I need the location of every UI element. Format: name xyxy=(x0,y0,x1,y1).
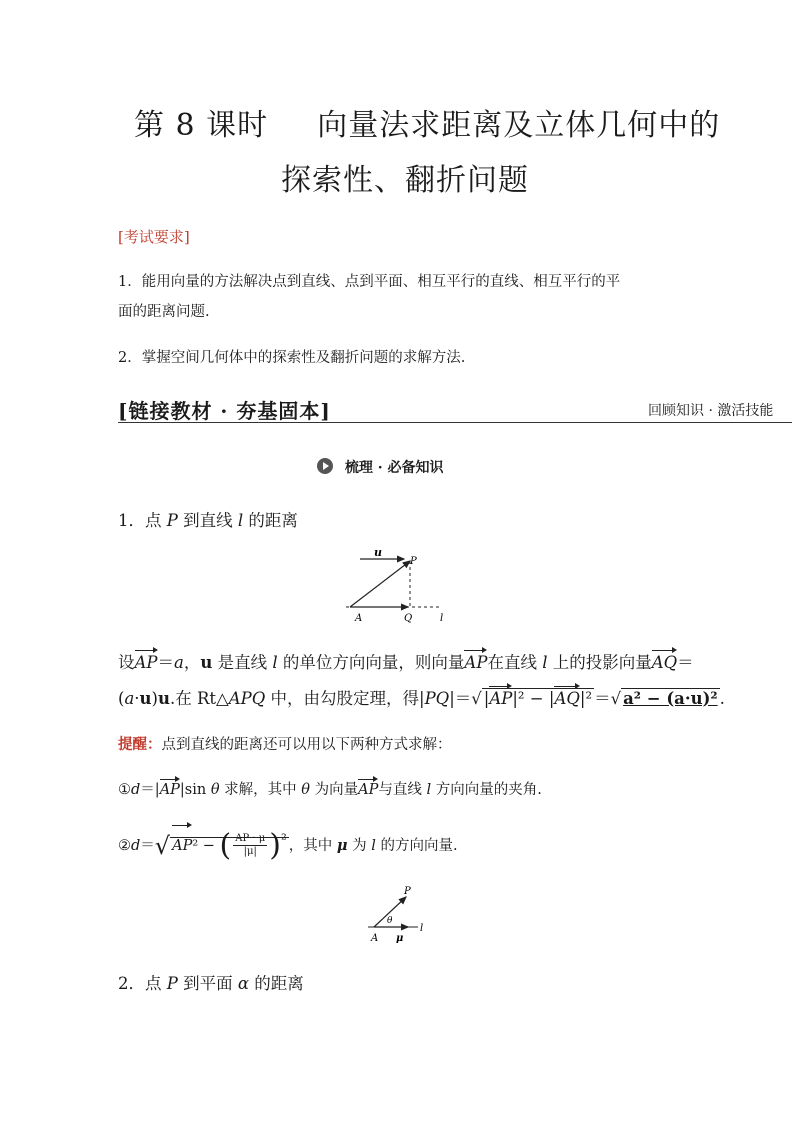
requirement-1-line1: 1．能用向量的方法解决点到直线、点到平面、相互平行的直线、相互平行的平 xyxy=(118,274,621,290)
var-d: d xyxy=(131,837,141,854)
label-l: l xyxy=(440,613,444,624)
title-main: 向量法求距离及立体几何中的 xyxy=(317,108,721,143)
vector-AP: AP xyxy=(134,653,158,672)
point2-P: P xyxy=(166,974,178,993)
seg-PQ: PQ xyxy=(424,689,450,708)
point1-para-line1 xyxy=(118,649,694,673)
label-Q: Q xyxy=(404,613,413,624)
t: ＝ xyxy=(677,653,694,672)
segment-AP xyxy=(350,561,410,607)
var-mu: μ xyxy=(336,836,348,854)
var-u: u xyxy=(200,653,213,672)
t: . xyxy=(719,689,725,708)
t: ＝ xyxy=(594,689,611,708)
point1-l: l xyxy=(237,511,244,530)
point2-pre: 点 xyxy=(145,974,167,993)
t: ＝ xyxy=(157,653,175,672)
exam-requirements-tag: [考试要求] xyxy=(118,228,190,246)
sqrt-sign: √ xyxy=(154,831,171,860)
t: | xyxy=(483,689,490,708)
t: 上的投影向量 xyxy=(547,653,652,672)
t: 为 xyxy=(347,837,372,854)
section-heading: [链接教材 · 夯基固本] xyxy=(118,399,331,423)
t: |² xyxy=(579,689,593,708)
point2-heading xyxy=(118,970,304,994)
sqrt-sign: √ xyxy=(471,689,482,708)
point1-num: 1． xyxy=(118,511,145,530)
frac-num: AP · μ xyxy=(235,833,266,845)
var-u: u xyxy=(139,689,152,708)
paren-left: ( xyxy=(219,827,232,863)
sub-heading-text: 梳理 · 必备知识 xyxy=(344,460,444,476)
label-mu: μ xyxy=(396,933,404,944)
method-2 xyxy=(118,822,458,864)
t: ² xyxy=(280,832,287,848)
triangle-APQ: APQ xyxy=(228,689,266,708)
t: − xyxy=(198,837,220,854)
point1-pre: 点 xyxy=(145,511,167,530)
method-1 xyxy=(118,778,542,799)
t: |sin xyxy=(179,782,211,798)
fraction xyxy=(233,833,267,858)
vector-AP: AP xyxy=(489,689,513,708)
vector-AQ: AQ xyxy=(651,653,678,672)
var-a: a xyxy=(124,689,135,708)
requirement-1-line2: 面的距离问题. xyxy=(118,304,210,320)
t: ) xyxy=(151,689,158,708)
point1-post: 的距离 xyxy=(243,511,298,530)
t: 中，由勾股定理，得| xyxy=(265,689,425,708)
sqrt-expr-1 xyxy=(482,688,594,708)
vector-AQ: AQ xyxy=(554,689,580,708)
section-hint: 回顾知识 · 激活技能 xyxy=(648,403,774,419)
point1-para-line2 xyxy=(118,685,725,709)
label-u: u xyxy=(374,546,382,559)
var-l: l xyxy=(371,837,376,854)
play-icon xyxy=(316,457,334,479)
t: |² − | xyxy=(512,689,555,708)
tip-text: 点到直线的距离还可以用以下两种方式求解： xyxy=(161,737,452,753)
t: 方向向量的夹角. xyxy=(431,782,542,798)
label-P: P xyxy=(404,886,411,897)
t: 为向量 xyxy=(310,782,359,798)
point2-post: 的距离 xyxy=(249,974,304,993)
sub-heading xyxy=(316,457,444,479)
t: ＝| xyxy=(140,782,160,798)
var-theta: θ xyxy=(210,782,220,798)
var-u: u xyxy=(157,689,170,708)
vector-AP: AP xyxy=(464,653,488,672)
var-l: l xyxy=(542,653,548,672)
t: ， xyxy=(183,653,201,672)
t: ( xyxy=(118,689,125,708)
sqrt-expr-3 xyxy=(170,827,289,863)
figure-angle xyxy=(362,883,432,945)
point1-mid: 到直线 xyxy=(177,511,238,530)
figure-point-to-line xyxy=(340,545,460,630)
label-l: l xyxy=(420,923,424,934)
point2-alpha: α xyxy=(237,974,250,993)
tip-line xyxy=(118,733,452,754)
var-l: l xyxy=(272,653,278,672)
paren-right: ) xyxy=(269,827,281,863)
point2-mid: 到平面 xyxy=(177,974,238,993)
requirement-2: 2．掌握空间几何体中的探索性及翻折问题的求解方法. xyxy=(118,350,466,366)
t: ② xyxy=(118,837,131,854)
label-A: A xyxy=(371,933,379,944)
vector-AP: AP xyxy=(358,782,379,798)
point2-num: 2． xyxy=(118,974,145,993)
point1-heading xyxy=(118,507,298,531)
t: · xyxy=(134,689,140,708)
label-A: A xyxy=(355,613,363,624)
t: 在直线 xyxy=(487,653,543,672)
sqrt-expr-2: a² − (a·u)² xyxy=(623,689,718,708)
var-a: a xyxy=(174,653,184,672)
page-title-line2: 探索性、翻折问题 xyxy=(281,163,529,198)
var-theta: θ xyxy=(301,782,311,798)
sqrt-sign: √ xyxy=(610,689,622,708)
t: 与直线 xyxy=(378,782,427,798)
t: .在 Rt△ xyxy=(169,689,229,708)
section-divider xyxy=(118,422,792,423)
t: 是直线 xyxy=(212,653,273,672)
var-l: l xyxy=(426,782,432,798)
label-theta: θ xyxy=(387,916,393,926)
t: ① xyxy=(118,782,131,798)
label-P: P xyxy=(410,556,417,567)
page-title-line1 xyxy=(134,100,720,144)
tip-label: 提醒： xyxy=(118,736,162,753)
t: 设 xyxy=(118,653,135,672)
t: 求解，其中 xyxy=(219,782,302,798)
t: |＝ xyxy=(449,689,472,708)
var-d: d xyxy=(131,782,141,798)
t: 的单位方向向量，则向量 xyxy=(277,653,465,672)
lesson-number: 第 8 课时 xyxy=(134,108,269,143)
t: ＝ xyxy=(140,837,155,854)
vector-AP: AP xyxy=(172,828,192,864)
t: ² xyxy=(192,837,199,854)
point1-P: P xyxy=(166,511,178,530)
t: ，其中 xyxy=(288,837,337,854)
t: 的方向向量. xyxy=(375,837,458,854)
frac-den: |μ| xyxy=(243,846,257,858)
vector-AP: AP xyxy=(159,782,180,798)
